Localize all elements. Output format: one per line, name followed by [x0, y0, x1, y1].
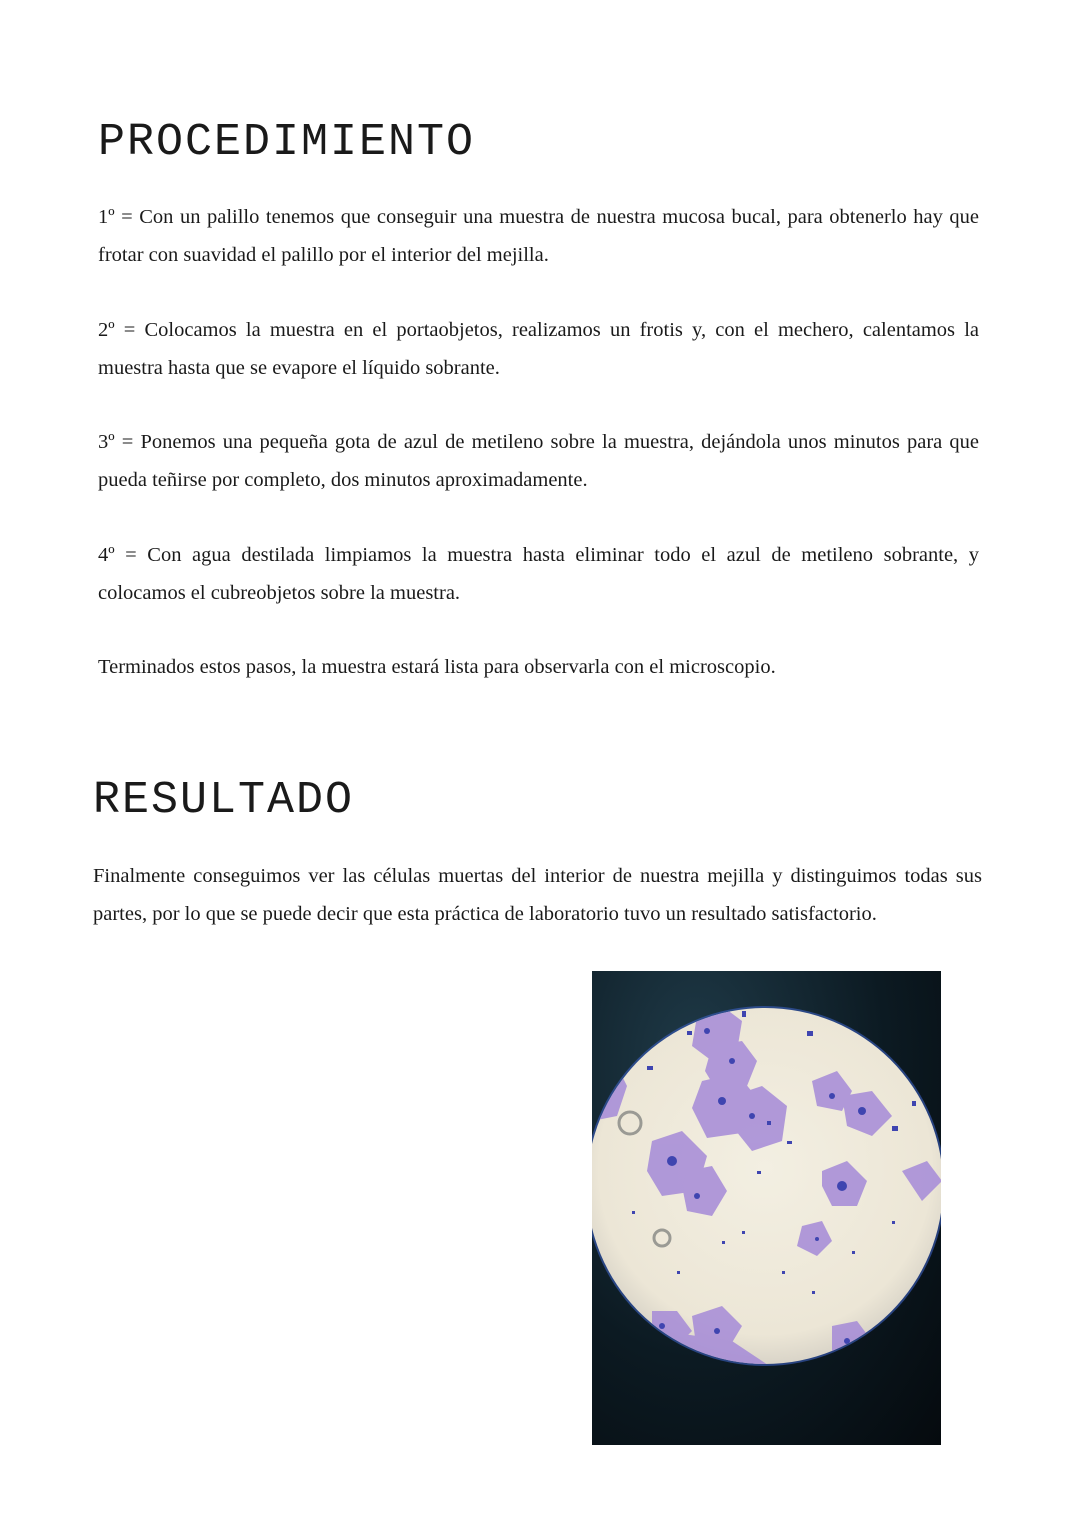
resultado-heading: RESULTADO: [93, 775, 355, 826]
procedimiento-heading: PROCEDIMIENTO: [98, 117, 476, 168]
procedimiento-closing: Terminados estos pasos, la muestra estará lista para observarla con el microscopio.: [98, 656, 776, 678]
step-4: 4º = Con agua destilada limpiamos la muestra hasta eliminar todo el azul de metileno sobrante, y colocamos el cubreobjetos sobre la muestra.: [98, 544, 979, 604]
step-2: 2º = Colocamos la muestra en el portaobjetos, realizamos un frotis y, con el mechero, calentamos la muestra hasta que se evapore el líquido sobrante.: [98, 319, 979, 379]
step-3: 3º = Ponemos una pequeña gota de azul de metileno sobre la muestra, dejándola unos minutos para que pueda teñirse por completo, dos minutos aproximadamente.: [98, 431, 979, 491]
resultado-text: Finalmente conseguimos ver las células muertas del interior de nuestra mejilla y distinguimos todas sus partes, por lo que se puede decir que esta práctica de laboratorio tuvo un resultado satisfactorio.: [93, 865, 982, 925]
step-1: 1º = Con un palillo tenemos que conseguir una muestra de nuestra mucosa bucal, para obtenerlo hay que frotar con suavidad el palillo por el interior del mejilla.: [98, 206, 979, 266]
microscope-photo: [592, 971, 941, 1445]
microscope-field-image: [592, 971, 941, 1445]
